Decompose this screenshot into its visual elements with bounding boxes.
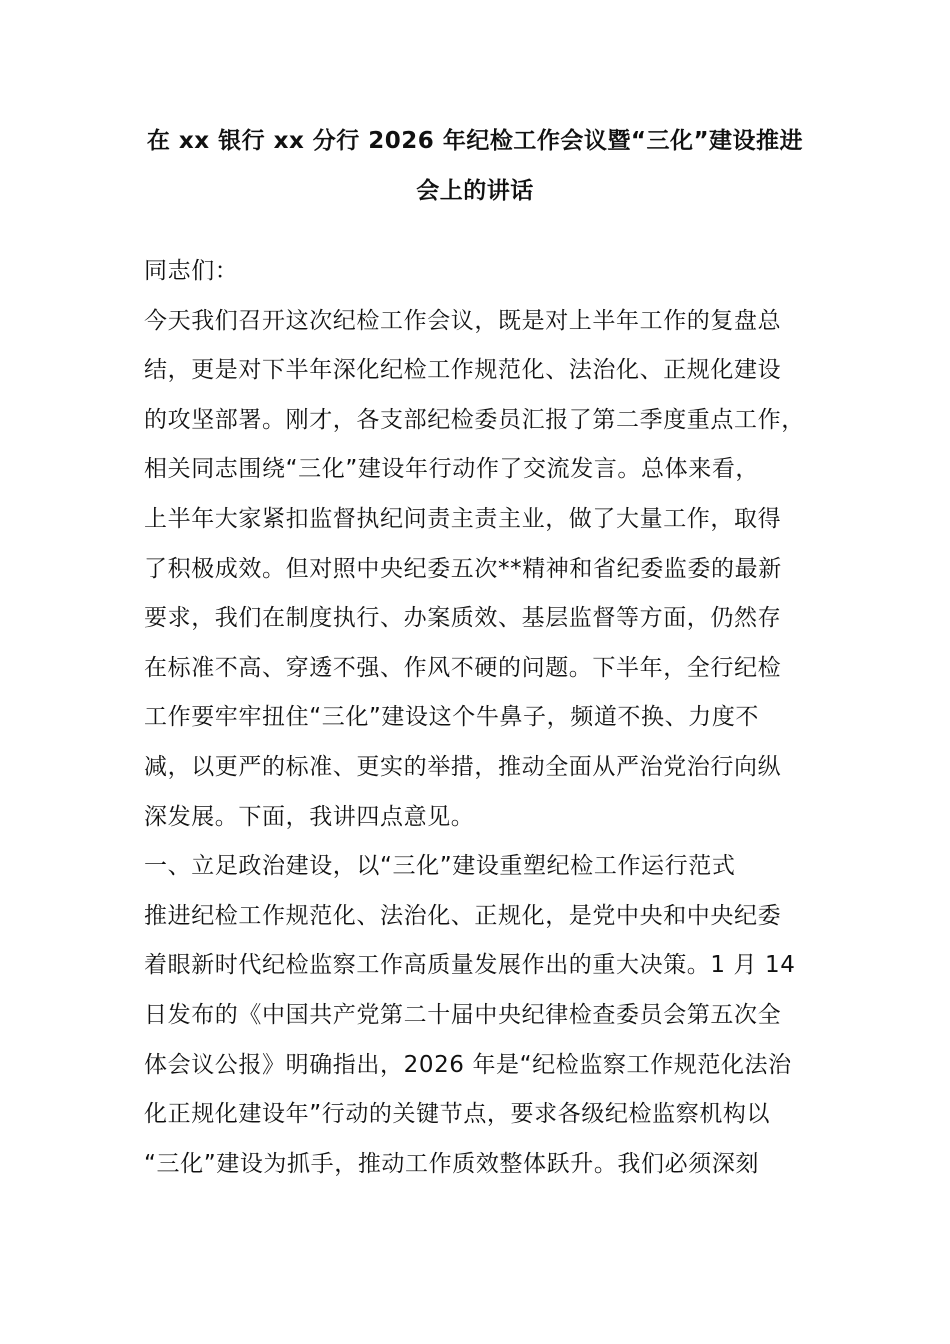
body-line: 减，以更严的标准、更实的举措，推动全面从严治党治行向纵 — [144, 753, 782, 780]
body-line: 相关同志围绕“三化”建设年行动作了交流发言。总体来看， — [144, 456, 760, 483]
document-body — [144, 247, 824, 1189]
body-line: 着眼新时代纪检监察工作高质量发展作出的重大决策。1 月 14 — [144, 952, 796, 979]
body-line: 要求，我们在制度执行、办案质效、基层监督等方面，仍然存 — [144, 605, 782, 632]
body-line: 推进纪检工作规范化、法治化、正规化，是党中央和中央纪委 — [144, 902, 782, 929]
body-line: 体会议公报》明确指出，2026 年是“纪检监察工作规范化法治 — [144, 1051, 792, 1078]
body-line: 深发展。下面，我讲四点意见。 — [144, 803, 475, 830]
body-line: 的攻坚部署。刚才，各支部纪检委员汇报了第二季度重点工作， — [144, 406, 805, 433]
body-line: 上半年大家紧扣监督执纪问责主责主业，做了大量工作，取得 — [144, 505, 782, 532]
body-line: 今天我们召开这次纪检工作会议，既是对上半年工作的复盘总 — [144, 307, 782, 334]
section-heading: 一、立足政治建设，以“三化”建设重塑纪检工作运行范式 — [144, 853, 736, 880]
body-line: 日发布的《中国共产党第二十届中央纪律检查委员会第五次全 — [144, 1001, 782, 1028]
document-title-line-1: 在 xx 银行 xx 分行 2026 年纪检工作会议暨“三化”建设推进 — [146, 128, 804, 154]
salutation: 同志们： — [144, 258, 239, 284]
body-line: 在标准不高、穿透不强、作风不硬的问题。下半年，全行纪检 — [144, 654, 782, 681]
body-line: 了积极成效。但对照中央纪委五次**精神和省纪委监委的最新 — [144, 555, 782, 582]
body-line: 化正规化建设年”行动的关键节点，要求各级纪检监察机构以 — [144, 1101, 771, 1128]
body-line: 结，更是对下半年深化纪检工作规范化、法治化、正规化建设 — [144, 357, 782, 384]
body-line: 工作要牢牢扭住“三化”建设这个牛鼻子，频道不换、力度不 — [144, 704, 760, 731]
body-line: “三化”建设为抓手，推动工作质效整体跃升。我们必须深刻 — [144, 1150, 760, 1177]
document-title-line-2: 会上的讲话 — [416, 178, 534, 204]
